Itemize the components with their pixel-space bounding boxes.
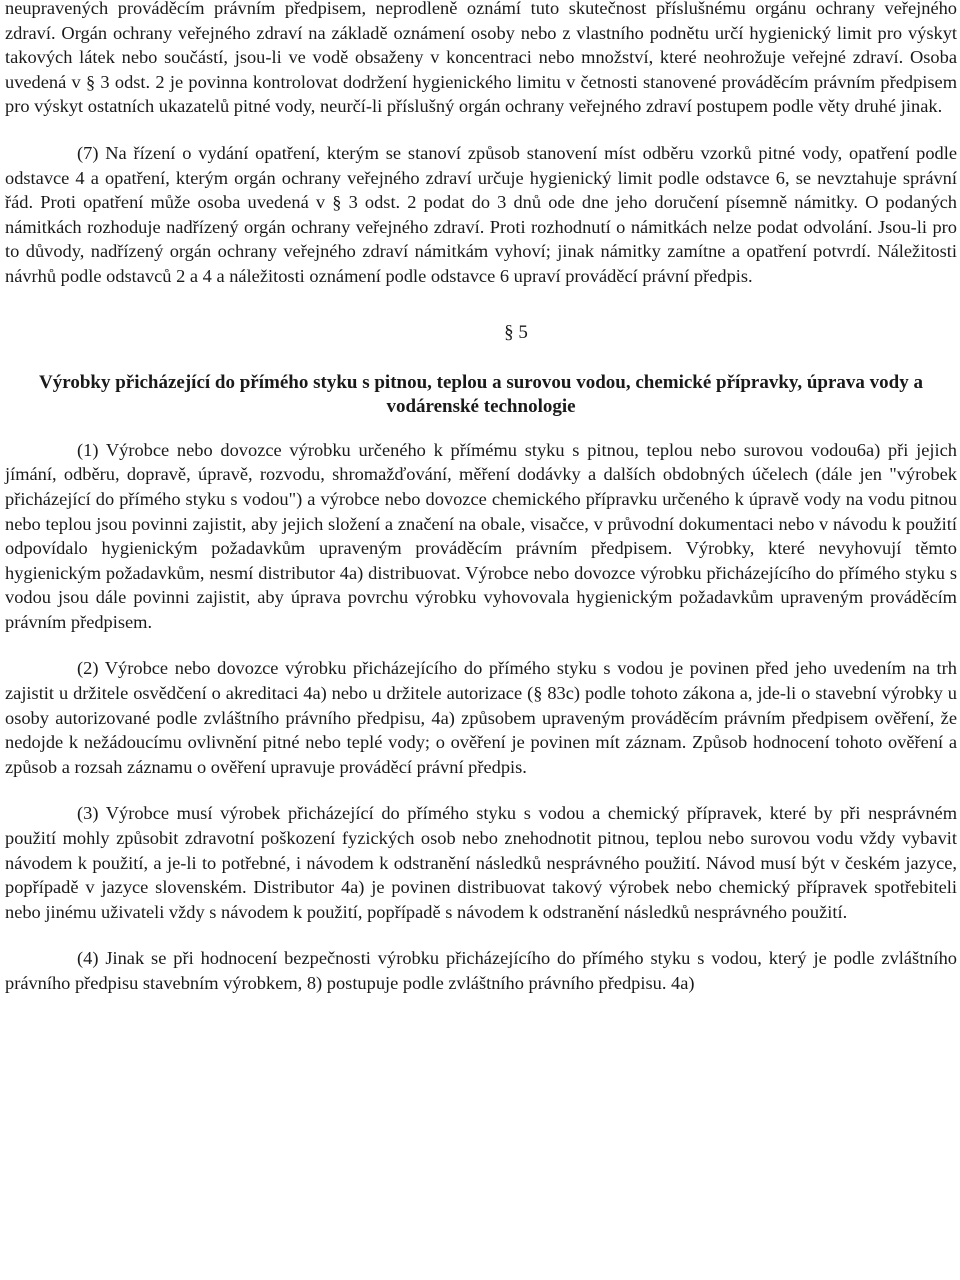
paragraph-continued: neupravených prováděcím právním předpisem, neprodleně oznámí tuto skutečnost příslušnému orgánu ochrany veřejného zdraví. Orgán ochrany veřejného zdraví na základě oznámení osoby nebo z vlastního podnětu určí hygienický limit pro výskyt takových látek nebo součástí, jsou-li ve vodě obsaženy v koncentraci nebo množství, které neohrožuje veřejné zdraví. Osoba uvedená v § 3 odst. 2 je povinna kontrolovat dodržení hygienického limitu v četnosti stanovené prováděcím právním předpisem pro výskyt ostatních ukazatelů pitné vody, neurčí-li příslušný orgán ochrany veřejného zdraví postupem podle věty druhé jinak.: [5, 0, 957, 117]
paragraph-3: (3) Výrobce musí výrobek přicházející do přímého styku s vodou a chemický přípravek, které by při nesprávném použití mohly způsobit zdravotní poškození fyzických osob nebo znehodnotit pitnou, teplou nebo surovou vodu vždy vybavit návodem k použití, a je-li to potřebné, i návodem k odstranění následků nesprávného použití. Návod musí být v českém jazyce, popřípadě v jazyce slovenském. Distributor 4a) je povinen distribuovat takový výrobek nebo chemický přípravek spotřebiteli nebo jinému uživateli vždy s návodem k použití, popřípadě s návodem k odstranění následků nesprávného použití.: [5, 803, 957, 922]
paragraph-7: (7) Na řízení o vydání opatření, kterým se stanoví způsob stanovení míst odběru vzorků pitné vody, opatření podle odstavce 4 a opatření, kterým orgán ochrany veřejného zdraví určuje hygienický limit podle odstavce 6, se nevztahuje správní řád. Proti opatření může osoba uvedená v § 3 odst. 2 podat do 3 dnů ode dne jeho doručení písemně námitky. O podaných námitkách rozhoduje nadřízený orgán ochrany veřejného zdraví. Proti rozhodnutí o námitkách nelze podat odvolání. Jsou-li pro to důvody, nadřízený orgán ochrany veřejného zdraví námitkám vyhoví; jinak námitky zamítne a opatření potvrdí. Náležitosti návrhů podle odstavců 2 a 4 a náležitosti oznámení podle odstavce 6 upraví prováděcí právní předpis.: [5, 142, 957, 286]
paragraph-4: (4) Jinak se při hodnocení bezpečnosti výrobku přicházejícího do přímého styku s vodou, který je podle zvláštního právního předpisu stavebním výrobkem, 8) postupuje podle zvláštního právního předpisu. 4a): [5, 948, 957, 993]
paragraph-1: (1) Výrobce nebo dovozce výrobku určeného k přímému styku s pitnou, teplou nebo surovou vodou6a) při jejich jímání, odběru, dopravě, úpravě, rozvodu, shromažďování, měření dodávky a dalších obdobných účelech (dále jen "výrobek přicházející do přímého styku s vodou") a výrobce nebo dovozce chemického přípravku určeného k úpravě vody na vodu pitnou nebo teplou jsou povinni zajistit, aby jejich složení a značení na obale, visačce, v průvodní dokumentaci nebo v návodu k použití odpovídalo hygienickým požadavkům upraveným prováděcím právním předpisem. Výrobky, které nevyhovují těmto hygienickým požadavkům, nesmí distributor 4a) distribuovat. Výrobce nebo dovozce výrobku přicházejícího do přímého styku s vodou jsou dále povinni zajistit, aby úprava povrchu výrobku vyhovovala hygienickým požadavkům upraveným prováděcím právním předpisem.: [5, 439, 957, 632]
section-title: Výrobky přicházející do přímého styku s pitnou, teplou a surovou vodou, chemické přípravky, úprava vody a vodárenské technologie: [39, 371, 923, 418]
document-page: [5, 0, 957, 996]
paragraph-2: (2) Výrobce nebo dovozce výrobku přicházejícího do přímého styku s vodou je povinen před jeho uvedením na trh zajistit u držitele osvědčení o akreditaci 4a) nebo u držitele autorizace (§ 83c) podle tohoto zákona a, jde-li o stavební výrobky u osoby autorizované podle zvláštního právního předpisu, 4a) způsobem upraveným prováděcím právním předpisem ověření, že nedojde k nežádoucímu ovlivnění pitné nebo teplé vody; o ověření je povinen mít záznam. Způsob hodnocení tohoto ověření a způsob a rozsah záznamu o ověření upravuje prováděcí právní předpis.: [5, 658, 957, 777]
section-number: § 5: [504, 321, 528, 343]
